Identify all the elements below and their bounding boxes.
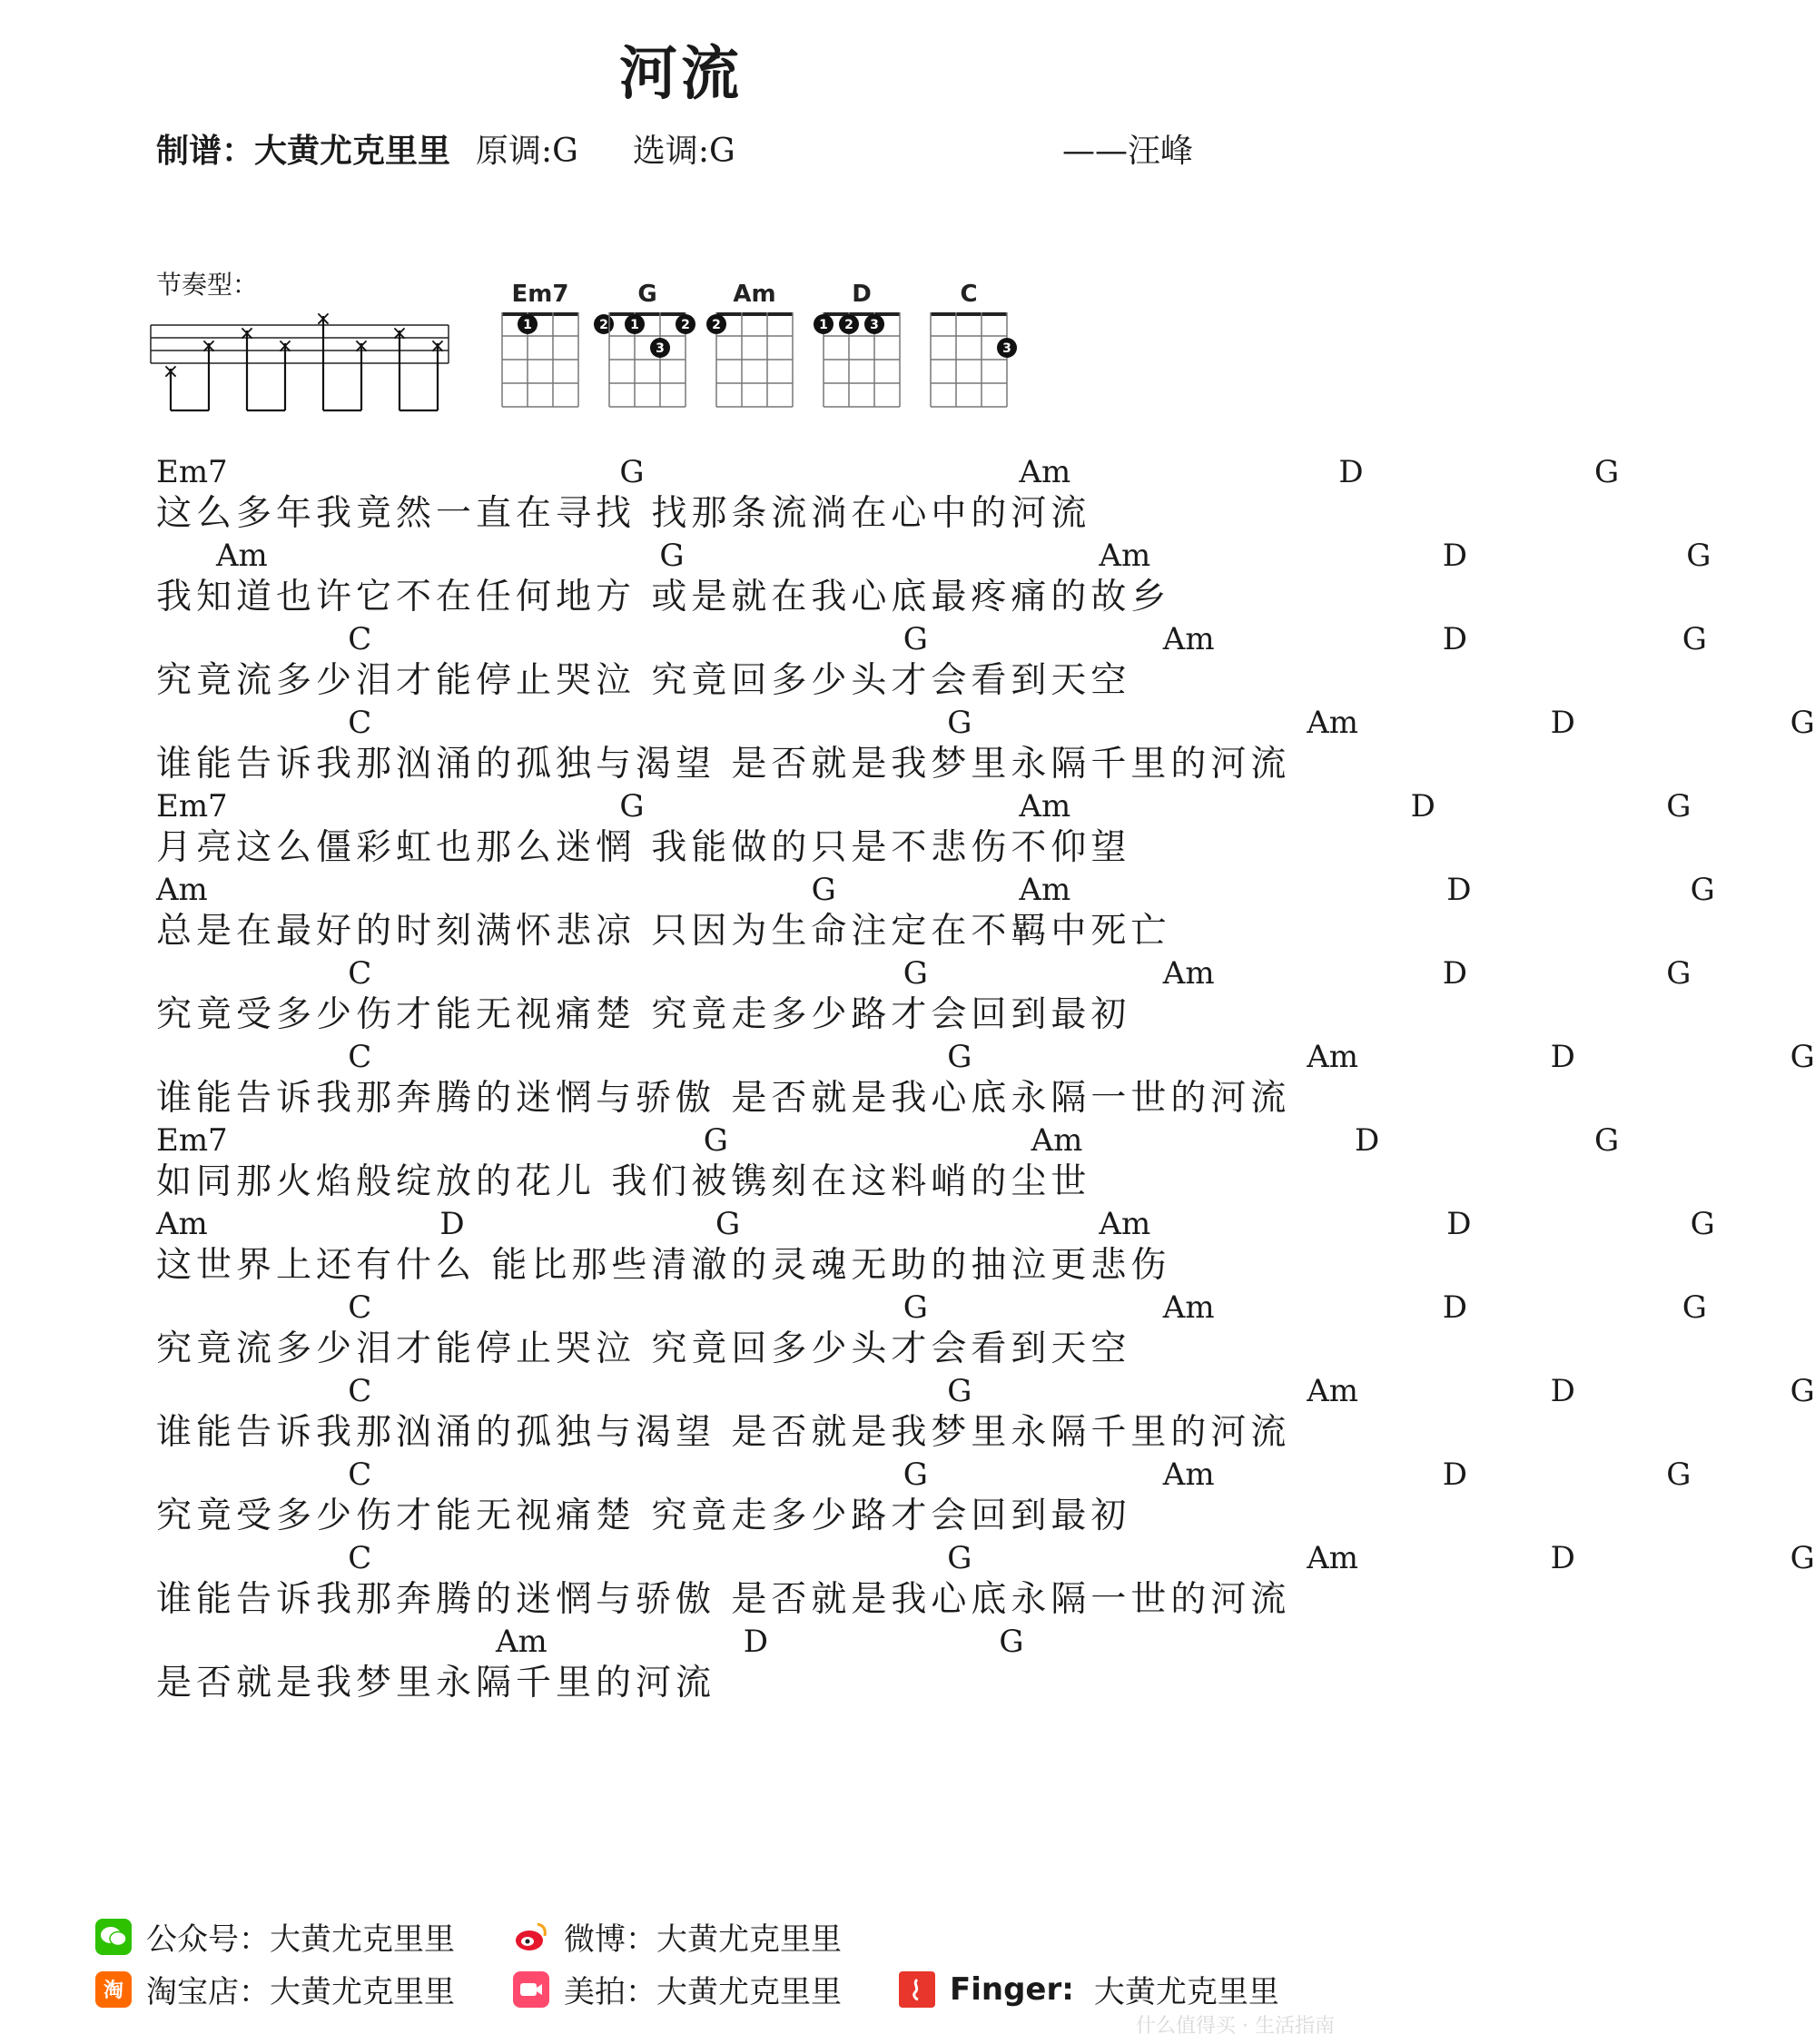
chord-symbol: C <box>348 1456 372 1493</box>
footer-finger <box>899 1967 1279 2011</box>
finger-label: Finger: <box>950 1970 1074 2008</box>
chord-symbol: D <box>743 1624 769 1660</box>
footer-wechat <box>95 1914 455 1959</box>
lyric-text: 月亮这么僵彩虹也那么迷惘 我能做的只是不悲伤不仰望 <box>156 827 1131 868</box>
weibo-account: 微博：大黄尤克里里 <box>564 1921 842 1958</box>
chord-diagram-name: D <box>852 281 872 308</box>
finger-number: 3 <box>870 318 879 332</box>
chord-symbol: G <box>947 1039 972 1075</box>
chord-symbol: G <box>1690 1206 1715 1242</box>
chord-symbol: G <box>703 1122 728 1159</box>
lyric-line <box>156 705 1815 788</box>
lyric-line <box>156 1206 1715 1289</box>
chord-symbol: Am <box>1162 955 1215 992</box>
chord-symbol: G <box>1594 1122 1620 1159</box>
chord-nut <box>716 312 793 316</box>
lyric-text: 究竟流多少泪才能停止哭泣 究竟回多少头才会看到天空 <box>156 660 1131 701</box>
song-title: 河流 <box>619 41 743 108</box>
chord-symbol: D <box>1446 1206 1472 1242</box>
footer <box>0 1907 1362 2044</box>
finger-app-icon <box>899 1971 935 2008</box>
lyric-text: 是否就是我梦里永隔千里的河流 <box>156 1663 716 1703</box>
finger-number: 2 <box>712 318 721 332</box>
finger-number: 1 <box>819 318 828 332</box>
lyric-line <box>156 872 1715 955</box>
chord-symbol: D <box>1550 1540 1575 1576</box>
score-meta <box>156 125 735 172</box>
svg-text:×: × <box>429 335 447 358</box>
chord-symbol: Am <box>1099 538 1151 574</box>
chord-symbol: C <box>348 1373 372 1409</box>
chord-symbol: Am <box>1019 872 1071 908</box>
chord-diagrams <box>495 278 1031 432</box>
chord-symbol: D <box>1550 1373 1575 1409</box>
chord-symbol: C <box>348 1289 372 1326</box>
chord-symbol: G <box>659 538 685 574</box>
lyric-line <box>156 1289 1707 1373</box>
wechat-account: 公众号：大黄尤克里里 <box>146 1921 455 1958</box>
chord-symbol: Am <box>156 1206 208 1242</box>
chord-symbol: G <box>715 1206 741 1242</box>
weibo-icon <box>513 1919 549 1955</box>
chord-symbol: Am <box>1162 1456 1215 1493</box>
lyric-text: 谁能告诉我那汹涌的孤独与渴望 是否就是我梦里永隔千里的河流 <box>156 1412 1291 1453</box>
chord-symbol: Em7 <box>156 1122 228 1159</box>
lyrics-sheet <box>156 454 1815 1707</box>
lyric-text: 究竟流多少泪才能停止哭泣 究竟回多少头才会看到天空 <box>156 1328 1131 1369</box>
chord-symbol: Am <box>496 1624 547 1660</box>
lyric-text: 究竟受多少伤才能无视痛楚 究竟走多少路才会回到最初 <box>156 1496 1131 1536</box>
meipai-account: 美拍：大黄尤克里里 <box>564 1974 842 2010</box>
finger-number: 3 <box>1002 341 1011 356</box>
chord-diagram-g <box>609 281 695 407</box>
taobao-icon: 淘 <box>95 1971 132 2008</box>
lyric-line <box>156 955 1692 1039</box>
chord-symbol: D <box>1446 872 1472 908</box>
chord-symbol: Am <box>1162 1289 1215 1326</box>
svg-text:×: × <box>162 360 180 383</box>
footer-weibo <box>513 1914 842 1959</box>
chord-symbol: G <box>1682 1289 1707 1326</box>
svg-text:×: × <box>200 335 218 358</box>
original-key: 原调:G <box>476 133 578 170</box>
chord-symbol: D <box>1410 788 1435 825</box>
lyric-text: 如同那火焰般绽放的花儿 我们被镌刻在这料峭的尘世 <box>156 1161 1091 1202</box>
lyric-line <box>156 621 1707 705</box>
chord-symbol: D <box>1442 1289 1468 1326</box>
chord-symbol: Am <box>1019 454 1071 490</box>
chord-symbol: C <box>348 1039 372 1075</box>
chord-diagram-em7 <box>502 281 614 407</box>
chord-symbol: G <box>947 705 972 741</box>
chord-symbol: G <box>1690 872 1715 908</box>
chord-symbol: D <box>439 1206 465 1242</box>
artist-name: ——汪峰 <box>1062 133 1194 170</box>
svg-text:×: × <box>238 322 256 345</box>
svg-text:×: × <box>314 308 332 331</box>
lyric-text: 谁能告诉我那汹涌的孤独与渴望 是否就是我梦里永隔千里的河流 <box>156 744 1291 785</box>
finger-number: 3 <box>656 341 665 356</box>
svg-text:×: × <box>390 322 409 345</box>
chord-symbol: Em7 <box>156 788 228 825</box>
chord-symbol: G <box>903 1456 928 1493</box>
chord-symbol: D <box>1550 705 1575 741</box>
chord-symbol: Am <box>1307 1373 1358 1409</box>
lyric-text: 谁能告诉我那奔腾的迷惘与骄傲 是否就是我心底永隔一世的河流 <box>156 1579 1291 1620</box>
finger-number: 2 <box>844 318 853 332</box>
chord-symbol: Am <box>1031 1122 1083 1159</box>
lyric-line <box>156 788 1692 872</box>
chord-symbol: Am <box>1307 705 1358 741</box>
chord-symbol: Am <box>1307 1540 1358 1576</box>
chord-symbol: D <box>1338 454 1364 490</box>
meipai-icon <box>513 1971 549 2008</box>
chord-symbol: Am <box>156 872 208 908</box>
finger-account: 大黄尤克里里 <box>1093 1974 1279 2010</box>
chord-symbol: G <box>1666 788 1692 825</box>
chord-diagram-d <box>814 281 900 407</box>
lyric-line <box>156 454 1620 538</box>
chord-symbol: Am <box>1019 788 1071 825</box>
taobao-store: 淘宝店：大黄尤克里里 <box>146 1974 455 2010</box>
lyric-text: 总是在最好的时刻满怀悲凉 只因为生命注定在不羁中死亡 <box>156 911 1171 952</box>
chord-diagram-name: Em7 <box>511 281 569 308</box>
chord-symbol: C <box>348 621 372 657</box>
chord-symbol: G <box>947 1540 972 1576</box>
finger-number: 1 <box>630 318 639 332</box>
chord-symbol: G <box>1790 705 1815 741</box>
lyric-line <box>156 1456 1692 1540</box>
lyric-text: 谁能告诉我那奔腾的迷惘与骄傲 是否就是我心底永隔一世的河流 <box>156 1078 1291 1119</box>
lyric-line <box>156 1122 1620 1206</box>
chord-diagram-name: G <box>637 281 657 308</box>
chord-symbol: C <box>348 1540 372 1576</box>
chord-nut <box>824 312 900 316</box>
watermark-text: 什么值得买 · 生活指南 <box>1136 2015 1335 2038</box>
svg-text:×: × <box>352 335 370 358</box>
chord-symbol: G <box>903 955 928 992</box>
finger-number: 1 <box>523 318 532 332</box>
chord-symbol: G <box>1790 1540 1815 1576</box>
chord-symbol: D <box>1442 955 1468 992</box>
lyric-line <box>156 1373 1815 1456</box>
lyric-text: 这么多年我竟然一直在寻找 找那条流淌在心中的河流 <box>156 493 1091 534</box>
finger-number: 2 <box>681 318 690 332</box>
arranger-label: 制谱：大黄尤克里里 <box>156 133 451 170</box>
chord-nut <box>609 312 686 316</box>
chord-symbol: G <box>903 1289 928 1326</box>
chord-symbol: G <box>619 788 645 825</box>
chord-nut <box>931 312 1007 316</box>
chord-symbol: G <box>999 1624 1024 1660</box>
chord-symbol: D <box>1550 1039 1575 1075</box>
lyric-line <box>156 1624 1264 1707</box>
chord-symbol: G <box>1666 955 1692 992</box>
chord-symbol: G <box>1790 1039 1815 1075</box>
footer-taobao <box>95 1967 455 2011</box>
chord-symbol: D <box>1442 538 1468 574</box>
chord-symbol: D <box>1442 1456 1468 1493</box>
chord-symbol: G <box>1594 454 1620 490</box>
svg-text:×: × <box>276 335 294 358</box>
chord-symbol: G <box>1790 1373 1815 1409</box>
chord-symbol: G <box>619 454 645 490</box>
chord-symbol: G <box>947 1373 972 1409</box>
chord-symbol: D <box>1442 621 1468 657</box>
chord-symbol: G <box>1682 621 1707 657</box>
chord-symbol: Am <box>1162 621 1215 657</box>
chord-symbol: Am <box>1307 1039 1358 1075</box>
chord-symbol: C <box>348 705 372 741</box>
chord-diagram-name: Am <box>733 281 776 308</box>
footer-meipai <box>513 1967 842 2011</box>
finger-number: 2 <box>599 318 608 332</box>
chord-diagram-c <box>931 281 1017 407</box>
lyric-text: 这世界上还有什么 能比那些清澈的灵魂无助的抽泣更悲伤 <box>156 1245 1171 1286</box>
chord-symbol: C <box>348 955 372 992</box>
chord-symbol: Em7 <box>156 454 228 490</box>
chord-symbol: G <box>1686 538 1711 574</box>
lyric-line <box>156 1540 1815 1624</box>
chord-symbol: Am <box>1099 1206 1151 1242</box>
rhythm-label: 节奏型： <box>156 270 259 300</box>
chord-symbol: G <box>903 621 928 657</box>
chord-diagram-am <box>706 281 793 407</box>
chord-symbol: Am <box>216 538 268 574</box>
wechat-icon <box>95 1919 132 1955</box>
lyric-line <box>156 1039 1815 1122</box>
chord-nut <box>502 312 578 316</box>
chord-diagram-name: C <box>960 281 978 308</box>
lyric-text: 我知道也许它不在任何地方 或是就在我心底最疼痛的故乡 <box>156 577 1171 617</box>
rhythm-pattern-staff <box>145 300 454 427</box>
selected-key: 选调:G <box>632 133 735 170</box>
chord-symbol: D <box>1355 1122 1380 1159</box>
lyric-line <box>156 538 1711 621</box>
chord-symbol: G <box>1666 1456 1692 1493</box>
chord-symbol: G <box>811 872 836 908</box>
lyric-text: 究竟受多少伤才能无视痛楚 究竟走多少路才会回到最初 <box>156 994 1131 1035</box>
